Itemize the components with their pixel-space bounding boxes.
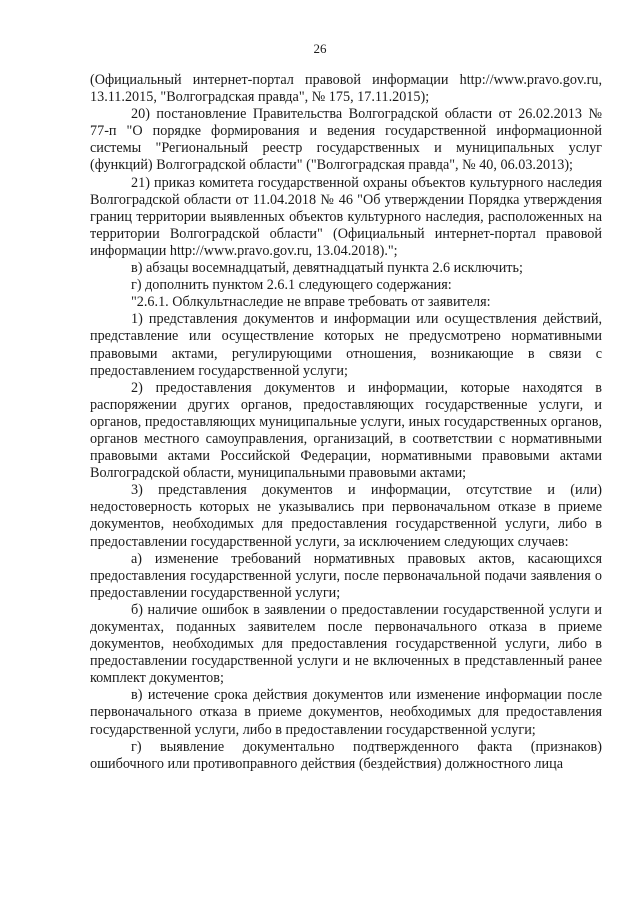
- paragraph-item-21: 21) приказ комитета государственной охраны объектов культурного наследия Волгоградской области от 11.04.2018 № 46 "Об утверждении Порядка утверждения границ территории выявленных объектов культурного наследия, расположенных на территории Волгоградской области" (Официальный интернет-портал правовой информации http://www.pravo.gov.ru, 13.04.2018).";: [90, 174, 602, 259]
- paragraph-case-b: б) наличие ошибок в заявлении о предоставлении государственной услуги и документах, поданных заявителем после первоначального отказа в приеме документов, необходимых для предоставления государственной услуги, либо в предоставлении государственной услуги и не включенных в представленный ранее комплект документов;: [90, 601, 602, 687]
- paragraph-clause-2-6-1: "2.6.1. Облкультнаследие не вправе требовать от заявителя:: [131, 294, 491, 311]
- paragraph-subitem-3: 3) представления документов и информации, отсутствие и (или) недостоверность которых не указывались при первоначальном отказе в приеме документов, необходимых для предоставления государственной услуги, либо в предоставлении государственной услуги, за исключением следующих случаев:: [90, 482, 602, 550]
- page-number: 26: [313, 41, 327, 56]
- paragraph-amendment-v: в) абзацы восемнадцатый, девятнадцатый пункта 2.6 исключить;: [131, 260, 523, 277]
- document-body: [90, 72, 602, 773]
- paragraph-amendment-g: г) дополнить пунктом 2.6.1 следующего содержания:: [131, 277, 452, 294]
- paragraph-subitem-1: 1) представления документов и информации или осуществления действий, представление или осуществление которых не предусмотрено нормативными правовыми актами, регулирующими отношения, возникающие в связи с предоставлением государственной услуги;: [90, 311, 602, 379]
- paragraph-official-source-continuation: (Официальный интернет-портал правовой информации http://www.pravo.gov.ru, 13.11.2015, "Волгоградская правда", № 175, 17.11.2015);: [90, 72, 602, 106]
- paragraph-case-v: в) истечение срока действия документов или изменение информации после первоначального отказа в приеме документов, необходимых для предоставления государственной услуги, либо в предоставлении государственной услуги;: [90, 687, 602, 738]
- paragraph-case-g: г) выявление документально подтвержденного факта (признаков) ошибочного или противоправного действия (бездействия) должностного лица: [90, 738, 602, 772]
- paragraph-subitem-2: 2) предоставления документов и информации, которые находятся в распоряжении других органов, предоставляющих государственные услуги, и органов, предоставляющих муниципальные услуги, иных государственных органов, органов местного самоуправления, организаций, в соответствии с нормативными правовыми актами Российской Федерации, нормативными правовыми актами Волгоградской области, муниципальными правовыми актами;: [90, 379, 602, 482]
- paragraph-item-20: 20) постановление Правительства Волгоградской области от 26.02.2013 № 77-п "О порядке формирования и ведения государственной информационной системы "Региональный реестр государственных и муниципальных услуг (функций) Волгоградской области" ("Волгоградская правда", № 40, 06.03.2013);: [90, 106, 602, 174]
- paragraph-case-a: а) изменение требований нормативных правовых актов, касающихся предоставления государственной услуги, после первоначальной подачи заявления о предоставлении государственной услуги;: [90, 550, 602, 601]
